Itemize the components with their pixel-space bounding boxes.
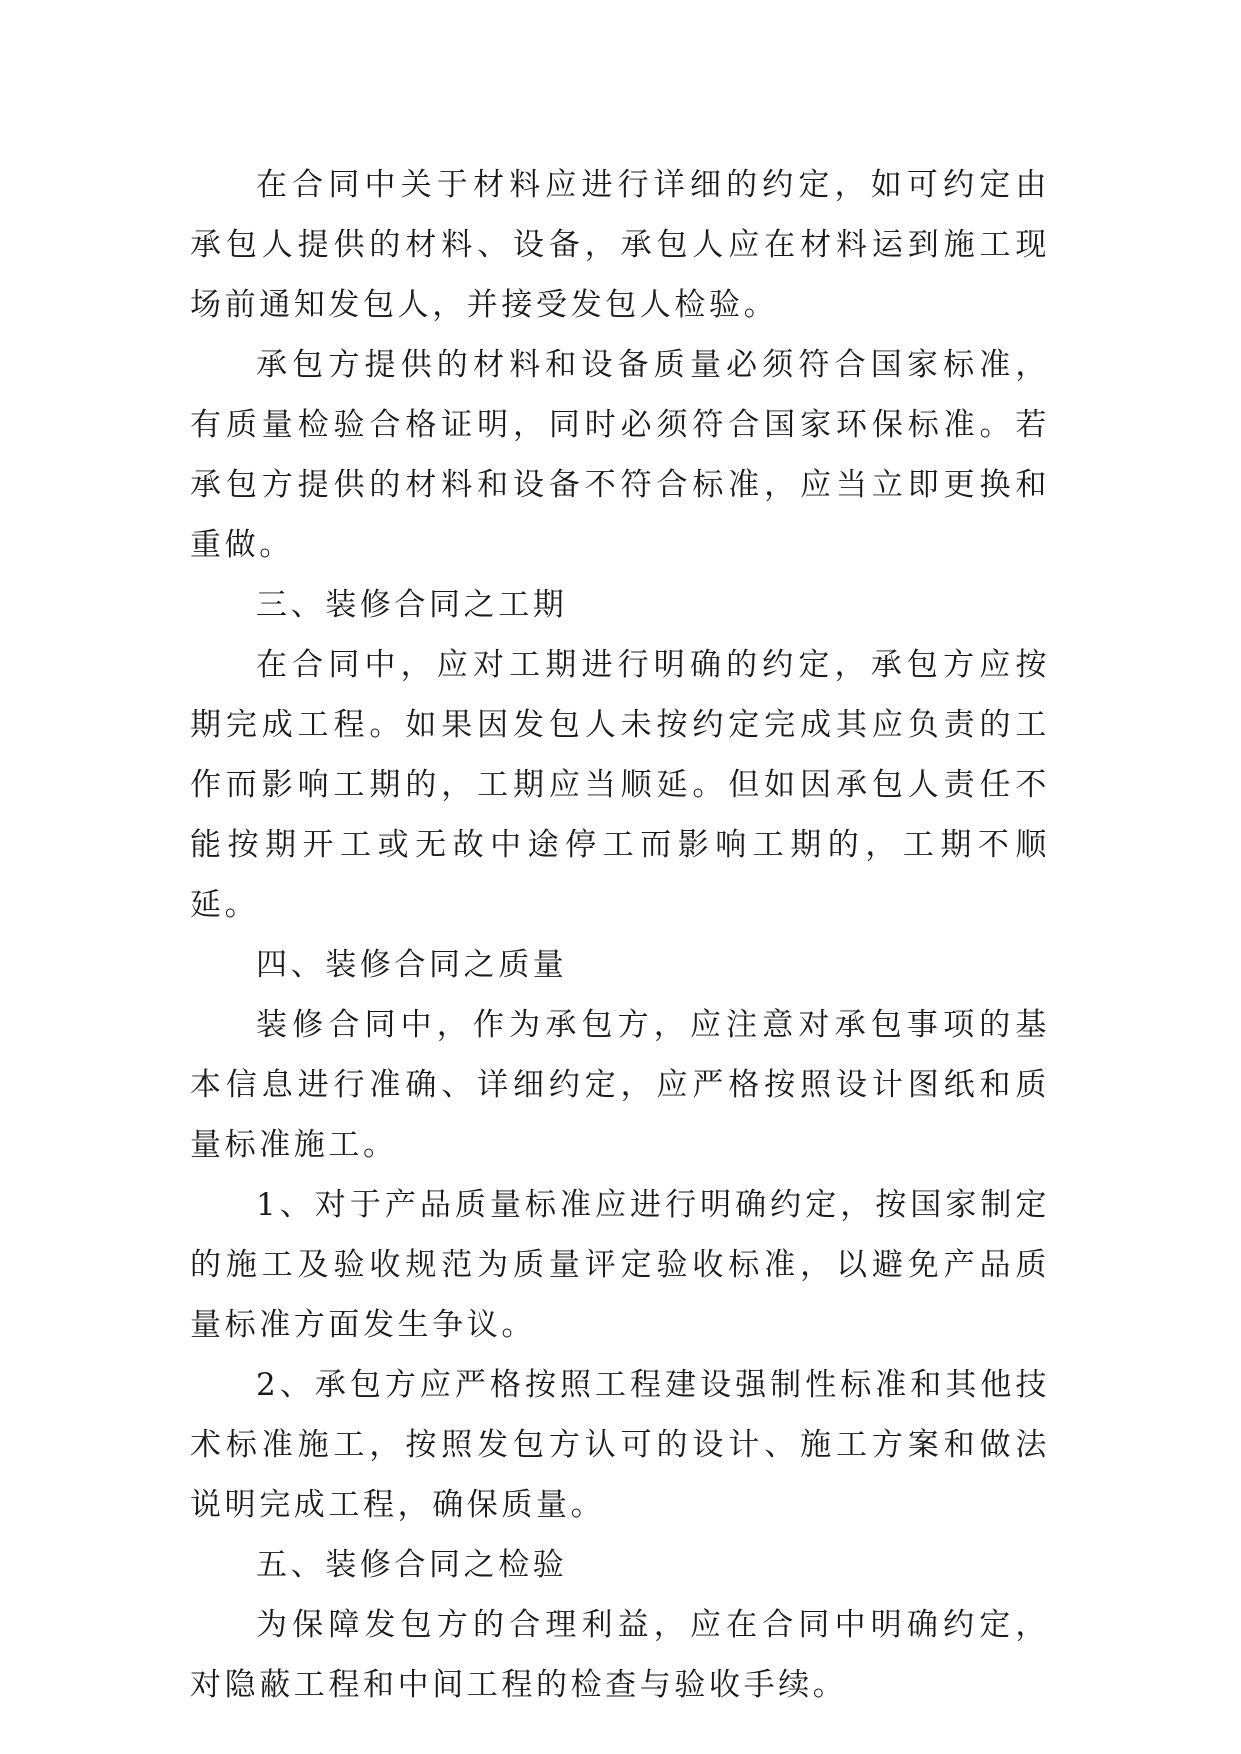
paragraph-quality-intro: 装修合同中，作为承包方，应注意对承包事项的基本信息进行准确、详细约定，应严格按照设计图纸和质量标准施工。 bbox=[190, 1007, 1050, 1163]
paragraph-materials-agreement: 在合同中关于材料应进行详细的约定，如可约定由承包人提供的材料、设备，承包人应在材料运到施工现场前通知发包人，并接受发包人检验。 bbox=[190, 167, 1050, 323]
section-heading-inspection: 五、装修合同之检验 bbox=[256, 1547, 568, 1583]
section-heading-schedule: 三、装修合同之工期 bbox=[256, 587, 568, 623]
paragraph-schedule: 在合同中，应对工期进行明确的约定，承包方应按期完成工程。如果因发包人未按约定完成其应负责的工作而影响工期的，工期应当顺延。但如因承包人责任不能按期开工或无故中途停工而影响工期的，工期不顺延。 bbox=[190, 647, 1050, 923]
paragraph-quality-item-1: 1、对于产品质量标准应进行明确约定，按国家制定的施工及验收规范为质量评定验收标准，以避免产品质量标准方面发生争议。 bbox=[190, 1187, 1050, 1343]
paragraph-quality-item-2: 2、承包方应严格按照工程建设强制性标准和其他技术标准施工，按照发包方认可的设计、施工方案和做法说明完成工程，确保质量。 bbox=[190, 1367, 1050, 1523]
paragraph-inspection: 为保障发包方的合理利益，应在合同中明确约定，对隐蔽工程和中间工程的检查与验收手续。 bbox=[190, 1607, 1050, 1703]
document-body bbox=[190, 155, 1050, 1715]
paragraph-materials-quality: 承包方提供的材料和设备质量必须符合国家标准，有质量检验合格证明，同时必须符合国家环保标准。若承包方提供的材料和设备不符合标准，应当立即更换和重做。 bbox=[190, 347, 1050, 563]
section-heading-quality: 四、装修合同之质量 bbox=[256, 947, 568, 983]
